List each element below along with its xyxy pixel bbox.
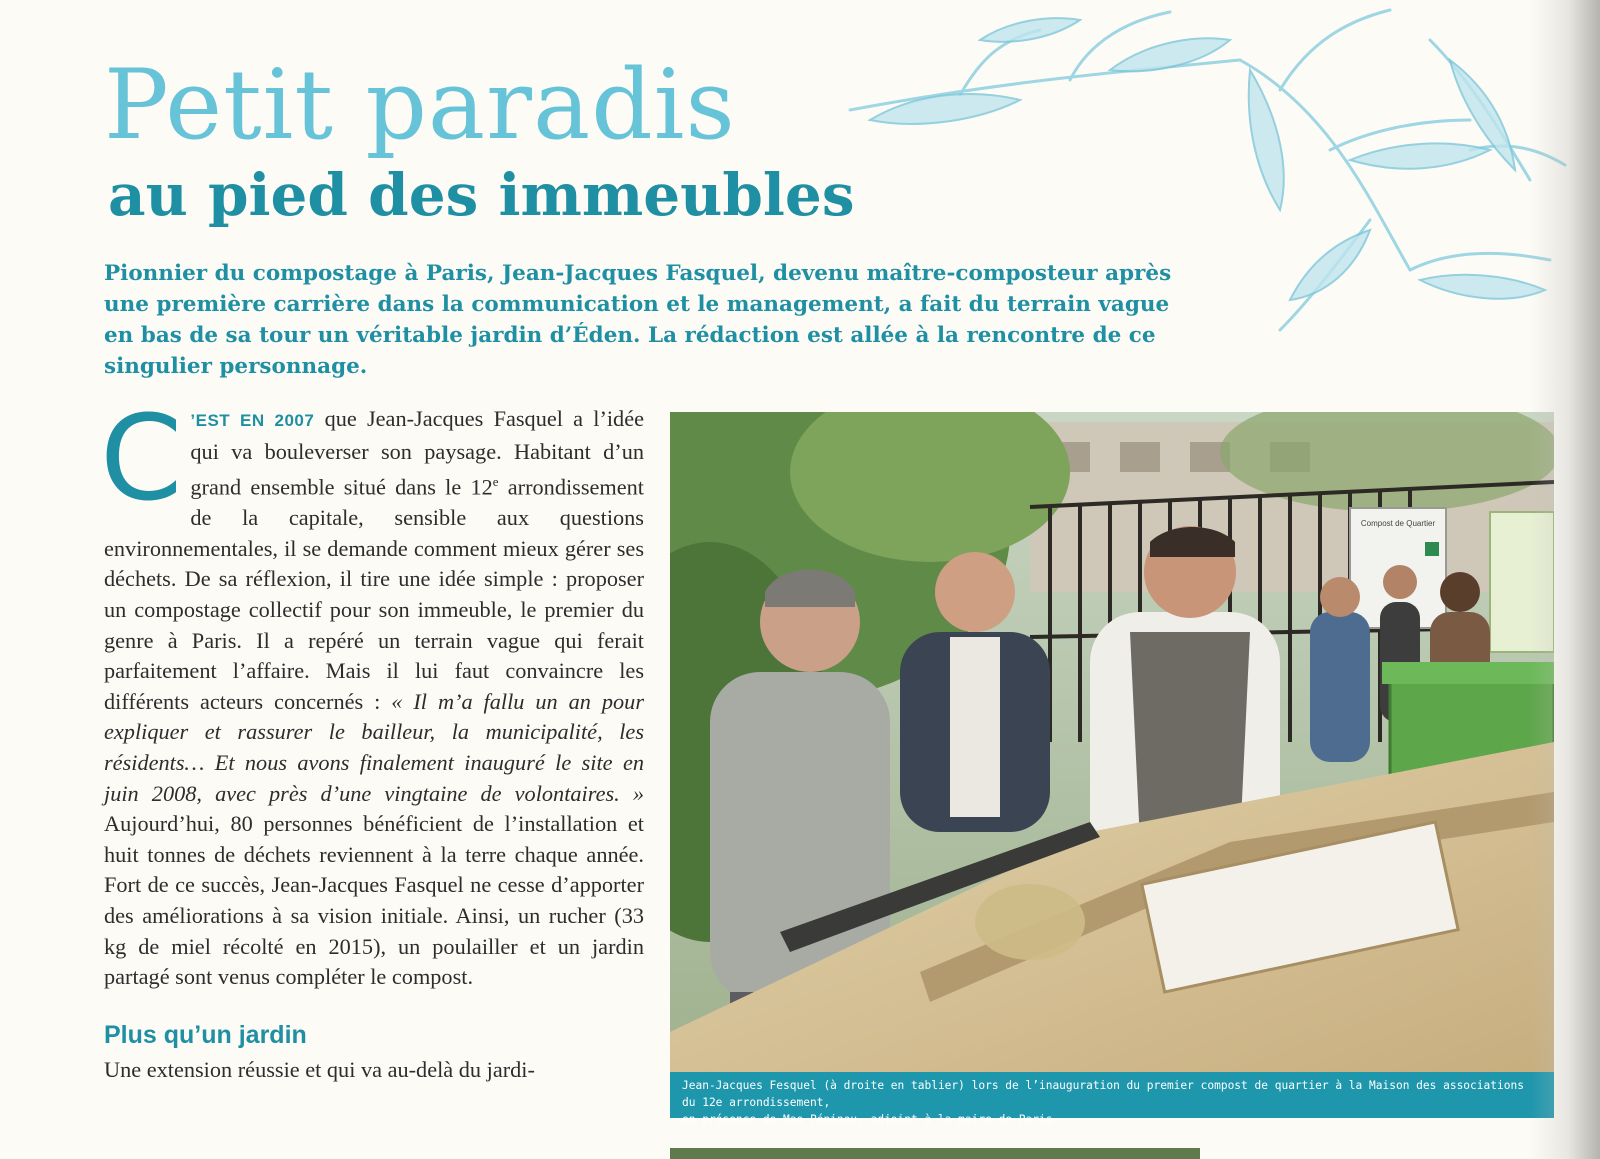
body-paragraph-2: Une extension réussie et qui va au-delà du jardi- xyxy=(104,1056,535,1082)
drop-cap: C xyxy=(100,389,183,527)
opening-smallcaps: ’EST EN 2007 xyxy=(190,411,315,430)
second-photo-edge xyxy=(670,1148,1200,1159)
sign-title: Compost de Quartier xyxy=(1360,519,1436,528)
text-column xyxy=(100,389,645,1085)
photo-illustration xyxy=(670,412,1554,1072)
body-paragraph-1 xyxy=(100,389,645,993)
paragraph-1-text-c: Aujourd’hui, 80 personnes bénéficient de l’installation et huit tonnes de déchets reviennent à la terre chaque année. Fort de ce succès, Jean-Jacques Fasquel ne cesse d’apporter des améliorations à sa vision initiale. Ainsi, un rucher (33 kg de miel récolté en 2015), un poulailler et un jardin partagé sont venus compléter le compost. xyxy=(104,811,644,990)
superscript-e: e xyxy=(492,474,499,490)
photo-caption xyxy=(670,1072,1554,1126)
headline-title: Petit paradis xyxy=(104,49,736,161)
caption-line-1: Jean-Jacques Fesquel (à droite en tablier) lors de l’inauguration du premier compost de quartier à la Maison des associations du 12e arrondissement, xyxy=(682,1079,1524,1109)
lead-paragraph: Pionnier du compostage à Paris, Jean-Jacques Fasquel, devenu maître-composteur après une première carrière dans la communication et le management, a fait du terrain vague en bas de sa tour un véritable jardin d’Éden. La rédaction est allée à la rencontre de ce singulier personnage. xyxy=(104,261,1172,379)
caption-line-2: en présence de Mao Péninou, adjoint à la maire de Paris xyxy=(682,1113,1053,1126)
paragraph-1-text-a: que Jean-Jacques Fasquel a l’idée qui va bouleverser son paysage. Habitant d’un grand ensemble situé dans le 12 xyxy=(190,406,645,500)
article-photo xyxy=(670,412,1554,1072)
interview-quote: « Il m’a fallu un an pour expliquer et rassurer le bailleur, la municipalité, les résidents… Et nous avons finalement inauguré le site en juin 2008, avec près d’une vingtaine de volontaires. » xyxy=(104,688,644,806)
paragraph-1-text-b: arrondissement de la capitale, sensible aux questions environnementales, il se demande comment mieux gérer ses déchets. De sa réflexion, il tire une idée simple : proposer un compostage collectif pour son immeuble, le premier du genre à Paris. Il a repéré un terrain vague qui ferait parfaitement l’affaire. Mais il lui faut convaincre les différents acteurs concernés : xyxy=(104,474,644,714)
page-fold-shadow xyxy=(1530,0,1600,1159)
headline-subtitle: au pied des immeubles xyxy=(108,161,855,229)
section-heading: Plus qu’un jardin xyxy=(104,1020,307,1049)
